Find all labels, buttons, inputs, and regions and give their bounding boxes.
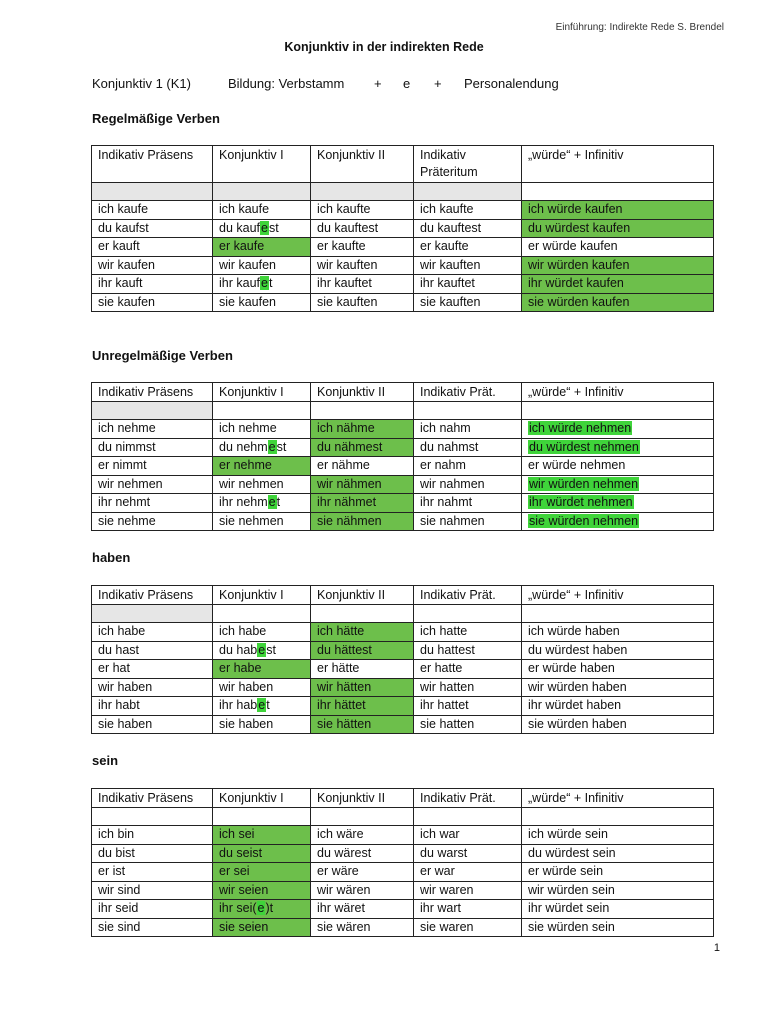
table-cell: sie sind: [92, 918, 213, 937]
table-cell: ihr hättet: [311, 697, 414, 716]
table-cell: er hatte: [414, 660, 522, 679]
table-cell: er nimmt: [92, 457, 213, 476]
table-cell: sie nehme: [92, 512, 213, 531]
column-header: „würde“ + Infinitiv: [522, 586, 714, 605]
table-cell: ihr seid: [92, 900, 213, 919]
table-row: [92, 918, 714, 937]
column-header: Konjunktiv I: [213, 146, 311, 183]
empty-cell: [414, 605, 522, 623]
table-cell: ich kaufte: [414, 201, 522, 220]
column-header: Konjunktiv II: [311, 586, 414, 605]
column-header: „würde“ + Infinitiv: [522, 146, 714, 183]
table-cell: ihr nehmt: [92, 494, 213, 513]
table-cell: sie würden haben: [522, 715, 714, 734]
table-cell: du hättest: [311, 641, 414, 660]
highlighted-text: sie würden nehmen: [529, 513, 639, 528]
table-cell: ihr nehmet: [213, 494, 311, 513]
section-heading: haben: [92, 550, 131, 565]
table-cell: er würde kaufen: [522, 238, 714, 257]
table-cell: er kaufte: [311, 238, 414, 257]
table-cell: ihr würdet haben: [522, 697, 714, 716]
table-cell: sie kaufen: [213, 293, 311, 312]
table-cell: ich habe: [213, 623, 311, 642]
table-cell: wir kauften: [414, 256, 522, 275]
table-cell: [522, 494, 714, 513]
formula-plus: +: [374, 76, 382, 91]
table-cell: wir waren: [414, 881, 522, 900]
table-cell: wir kaufen: [213, 256, 311, 275]
column-header: Konjunktiv I: [213, 586, 311, 605]
table-cell: ich würde sein: [522, 826, 714, 845]
empty-cell: [92, 808, 213, 826]
table-cell: du bist: [92, 844, 213, 863]
column-header: Konjunktiv I: [213, 383, 311, 402]
conjugation-table-regular: [91, 145, 714, 312]
table-cell: sie wären: [311, 918, 414, 937]
table-cell: wir nähmen: [311, 475, 414, 494]
table-cell: ihr habet: [213, 697, 311, 716]
table-cell: wir wären: [311, 881, 414, 900]
table-cell: er nehme: [213, 457, 311, 476]
table-row: [92, 457, 714, 476]
table-cell: er würde haben: [522, 660, 714, 679]
table-cell: er kauft: [92, 238, 213, 257]
table-cell: wir sind: [92, 881, 213, 900]
table-cell: du nehmest: [213, 438, 311, 457]
table-cell: ihr habt: [92, 697, 213, 716]
table-cell: sie waren: [414, 918, 522, 937]
column-header: „würde“ + Infinitiv: [522, 789, 714, 808]
empty-cell: [92, 402, 213, 420]
table-row: [92, 512, 714, 531]
table-row: [92, 863, 714, 882]
table-cell: sie kauften: [414, 293, 522, 312]
table-cell: ihr würdet kaufen: [522, 275, 714, 294]
highlighted-text: wir würden nehmen: [529, 476, 639, 491]
table-cell: er hat: [92, 660, 213, 679]
empty-cell: [414, 402, 522, 420]
table-row: [92, 881, 714, 900]
table-row: [92, 219, 714, 238]
table-cell: du würdest sein: [522, 844, 714, 863]
conjugation-table-irregular: [91, 382, 714, 531]
table-cell: du nahmst: [414, 438, 522, 457]
table-row: [92, 293, 714, 312]
table-cell: ich nehme: [92, 420, 213, 439]
table-cell: er war: [414, 863, 522, 882]
table-cell: er habe: [213, 660, 311, 679]
table-cell: du kauftest: [414, 219, 522, 238]
table-cell: ihr kauft: [92, 275, 213, 294]
table-cell: wir nehmen: [213, 475, 311, 494]
table-cell: [522, 475, 714, 494]
table-cell: ich nähme: [311, 420, 414, 439]
table-row: [92, 697, 714, 716]
table-row: [92, 475, 714, 494]
table-cell: [522, 512, 714, 531]
empty-cell: [311, 402, 414, 420]
table-cell: er wäre: [311, 863, 414, 882]
table-cell: wir seien: [213, 881, 311, 900]
table-cell: sie haben: [213, 715, 311, 734]
empty-cell: [522, 605, 714, 623]
table-cell: ihr kauftet: [414, 275, 522, 294]
table-cell: ihr hattet: [414, 697, 522, 716]
table-cell: du warst: [414, 844, 522, 863]
empty-cell: [213, 183, 311, 201]
table-cell: er hätte: [311, 660, 414, 679]
table-row: [92, 494, 714, 513]
table-cell: du seist: [213, 844, 311, 863]
formula-bildung: Bildung: Verbstamm: [228, 76, 345, 91]
table-row: [92, 641, 714, 660]
empty-cell: [311, 183, 414, 201]
table-cell: sie kauften: [311, 293, 414, 312]
table-cell: er kaufte: [414, 238, 522, 257]
table-cell: sie nehmen: [213, 512, 311, 531]
column-header: Indikativ Präteritum: [414, 146, 522, 183]
column-header: Konjunktiv II: [311, 789, 414, 808]
formula-label: Konjunktiv 1 (K1): [92, 76, 191, 91]
table-cell: sie hatten: [414, 715, 522, 734]
column-header: Indikativ Präsens: [92, 789, 213, 808]
table-cell: sie hätten: [311, 715, 414, 734]
table-cell: ich würde haben: [522, 623, 714, 642]
table-cell: ich kaufte: [311, 201, 414, 220]
table-cell: er nahm: [414, 457, 522, 476]
page-title: Konjunktiv in der indirekten Rede: [284, 40, 484, 54]
table-cell: ihr nähmet: [311, 494, 414, 513]
column-header: Indikativ Präsens: [92, 586, 213, 605]
table-cell: ich sei: [213, 826, 311, 845]
table-cell: [522, 438, 714, 457]
table-row: [92, 275, 714, 294]
table-row: [92, 623, 714, 642]
table-cell: sie kaufen: [92, 293, 213, 312]
table-row: [92, 844, 714, 863]
table-cell: ich kaufe: [213, 201, 311, 220]
table-cell: du habest: [213, 641, 311, 660]
table-cell: ich hätte: [311, 623, 414, 642]
table-cell: du würdest haben: [522, 641, 714, 660]
table-cell: ich würde kaufen: [522, 201, 714, 220]
table-cell: du kauftest: [311, 219, 414, 238]
table-cell: sie seien: [213, 918, 311, 937]
table-cell: er sei: [213, 863, 311, 882]
page-number: 1: [713, 942, 720, 954]
empty-cell: [414, 183, 522, 201]
column-header: Indikativ Präsens: [92, 383, 213, 402]
section-heading: sein: [92, 753, 119, 768]
page-header: Einführung: Indirekte Rede S. Brendel: [555, 22, 724, 33]
table-cell: sie würden sein: [522, 918, 714, 937]
column-header: Konjunktiv I: [213, 789, 311, 808]
table-row: [92, 238, 714, 257]
table-cell: ich habe: [92, 623, 213, 642]
column-header: Konjunktiv II: [311, 146, 414, 183]
formula-plus: +: [434, 76, 442, 91]
table-cell: [522, 420, 714, 439]
section-heading: Regelmäßige Verben: [92, 111, 220, 126]
table-cell: wir nehmen: [92, 475, 213, 494]
table-cell: ich hatte: [414, 623, 522, 642]
table-row: [92, 715, 714, 734]
empty-cell: [92, 605, 213, 623]
table-cell: ich wäre: [311, 826, 414, 845]
table-cell: ihr wäret: [311, 900, 414, 919]
table-cell: er nähme: [311, 457, 414, 476]
table-cell: ihr sei(e)t: [213, 900, 311, 919]
table-cell: du nähmest: [311, 438, 414, 457]
empty-cell: [414, 808, 522, 826]
table-cell: du hattest: [414, 641, 522, 660]
highlighted-text: du würdest nehmen: [529, 439, 639, 454]
table-cell: er würde sein: [522, 863, 714, 882]
empty-cell: [213, 402, 311, 420]
table-row: [92, 201, 714, 220]
table-cell: ich bin: [92, 826, 213, 845]
table-cell: wir nahmen: [414, 475, 522, 494]
table-row: [92, 900, 714, 919]
table-cell: ich nahm: [414, 420, 522, 439]
formula-ending: Personalendung: [464, 76, 559, 91]
empty-cell: [522, 808, 714, 826]
table-cell: ihr kaufet: [213, 275, 311, 294]
table-cell: wir hatten: [414, 678, 522, 697]
table-cell: du hast: [92, 641, 213, 660]
table-cell: sie haben: [92, 715, 213, 734]
conjugation-table-haben: [91, 585, 714, 734]
table-cell: ihr wart: [414, 900, 522, 919]
table-cell: du nimmst: [92, 438, 213, 457]
column-header: Konjunktiv II: [311, 383, 414, 402]
table-cell: ich war: [414, 826, 522, 845]
formula-e: e: [403, 76, 411, 91]
table-cell: sie nähmen: [311, 512, 414, 531]
empty-cell: [92, 183, 213, 201]
section-heading: Unregelmäßige Verben: [92, 348, 233, 363]
column-header: „würde“ + Infinitiv: [522, 383, 714, 402]
table-cell: wir haben: [213, 678, 311, 697]
table-cell: er kaufe: [213, 238, 311, 257]
table-cell: er ist: [92, 863, 213, 882]
empty-cell: [311, 605, 414, 623]
table-cell: ich kaufe: [92, 201, 213, 220]
highlighted-text: ihr würdet nehmen: [529, 495, 633, 509]
table-cell: du wärest: [311, 844, 414, 863]
table-cell: ihr würdet sein: [522, 900, 714, 919]
table-row: [92, 660, 714, 679]
table-cell: wir würden sein: [522, 881, 714, 900]
empty-cell: [311, 808, 414, 826]
highlighted-text: ich würde nehmen: [529, 421, 632, 435]
column-header: Indikativ Prät.: [414, 383, 522, 402]
formula-line: [92, 76, 692, 94]
table-cell: sie nahmen: [414, 512, 522, 531]
table-cell: du kaufest: [213, 219, 311, 238]
table-cell: sie würden kaufen: [522, 293, 714, 312]
table-cell: wir kauften: [311, 256, 414, 275]
table-cell: ihr nahmt: [414, 494, 522, 513]
table-cell: er würde nehmen: [522, 457, 714, 476]
table-cell: wir haben: [92, 678, 213, 697]
column-header: Indikativ Präsens: [92, 146, 213, 183]
empty-cell: [522, 402, 714, 420]
table-cell: ich nehme: [213, 420, 311, 439]
empty-cell: [213, 808, 311, 826]
table-cell: du kaufst: [92, 219, 213, 238]
column-header: Indikativ Prät.: [414, 586, 522, 605]
table-row: [92, 256, 714, 275]
table-cell: wir würden haben: [522, 678, 714, 697]
column-header: Indikativ Prät.: [414, 789, 522, 808]
empty-cell: [522, 183, 714, 201]
table-row: [92, 438, 714, 457]
empty-cell: [213, 605, 311, 623]
table-row: [92, 420, 714, 439]
table-cell: ihr kauftet: [311, 275, 414, 294]
table-row: [92, 826, 714, 845]
table-cell: du würdest kaufen: [522, 219, 714, 238]
table-cell: wir kaufen: [92, 256, 213, 275]
table-row: [92, 678, 714, 697]
conjugation-table-sein: [91, 788, 714, 937]
table-cell: wir hätten: [311, 678, 414, 697]
table-cell: wir würden kaufen: [522, 256, 714, 275]
